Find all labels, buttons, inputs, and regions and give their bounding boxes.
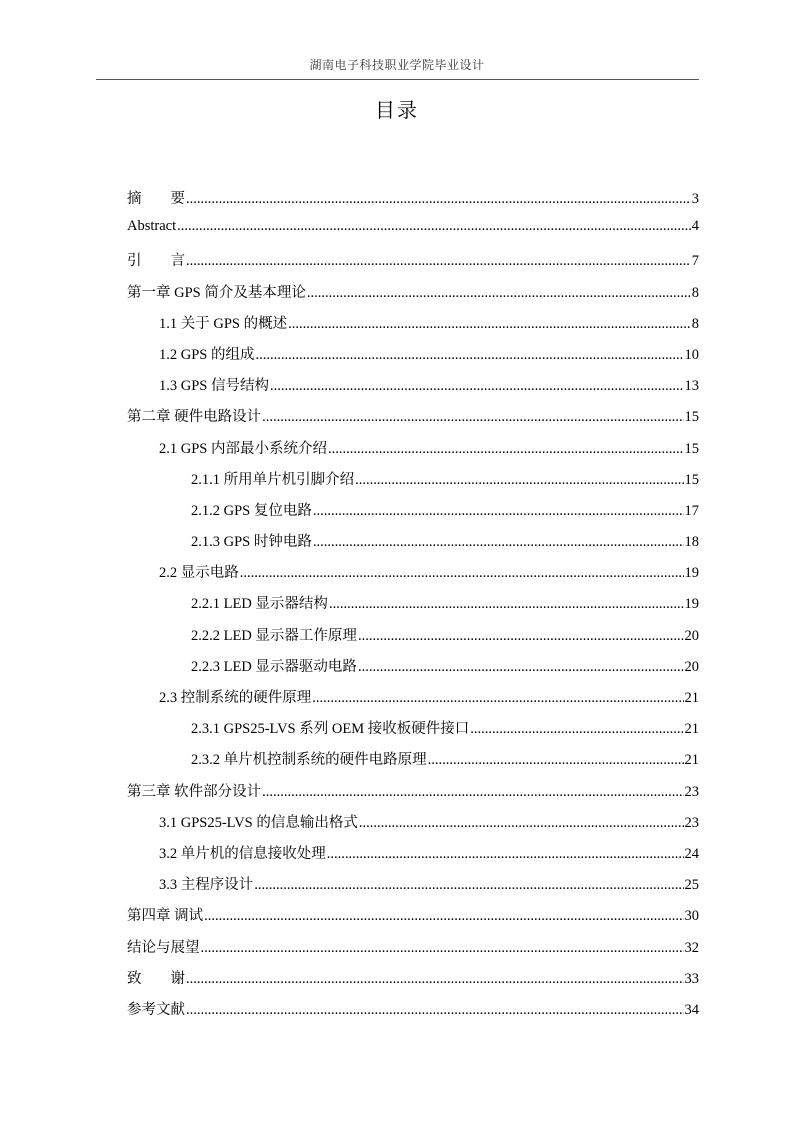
toc-entry-label: 第二章 硬件电路设计	[127, 409, 262, 426]
toc-entry[interactable]	[127, 717, 699, 748]
toc-entry-label: 2.2.1 LED 显示器结构	[191, 596, 328, 613]
toc-entry[interactable]	[127, 904, 699, 935]
toc-page-number: 34	[684, 1001, 699, 1018]
toc-entry[interactable]	[127, 998, 699, 1029]
toc-entry-label: 2.1.2 GPS 复位电路	[191, 502, 312, 519]
toc-leader-dots	[358, 628, 684, 645]
toc-entry-label: 2.2 显示电路	[159, 565, 239, 582]
toc-page-number: 30	[684, 908, 699, 925]
toc-entry[interactable]	[127, 842, 699, 873]
toc-page-number: 15	[684, 409, 699, 426]
toc-entry-label: 致 谢	[127, 970, 185, 987]
toc-entry[interactable]	[127, 218, 699, 249]
toc-page-number: 23	[684, 783, 699, 800]
toc-entry-label: 3.2 单片机的信息接收处理	[159, 845, 326, 862]
toc-leader-dots	[307, 285, 691, 302]
toc-entry-label: 2.1 GPS 内部最小系统介绍	[159, 440, 327, 457]
toc-entry[interactable]	[127, 936, 699, 967]
toc-page-number: 3	[691, 191, 699, 207]
toc-leader-dots	[186, 1002, 684, 1019]
toc-page-number: 24	[684, 845, 699, 862]
toc-leader-dots	[355, 472, 683, 489]
toc-page-number: 13	[684, 378, 699, 395]
toc-entry[interactable]	[127, 499, 699, 530]
toc-leader-dots	[270, 378, 684, 395]
toc-entry-label: 1.3 GPS 信号结构	[159, 378, 269, 395]
toc-leader-dots	[255, 347, 683, 364]
page-header: 湖南电子科技职业学院毕业设计	[309, 58, 485, 72]
toc-leader-dots	[186, 253, 691, 270]
toc-page-number: 19	[684, 596, 699, 613]
toc-entry[interactable]	[127, 686, 699, 717]
toc-entry[interactable]	[127, 374, 699, 405]
toc-entry[interactable]	[127, 187, 699, 218]
toc-page-number: 20	[684, 658, 699, 675]
toc-page-number: 20	[684, 627, 699, 644]
toc-leader-dots	[204, 908, 683, 925]
toc-leader-dots	[313, 534, 684, 551]
toc-entry[interactable]	[127, 343, 699, 374]
toc-page-number: 32	[684, 939, 699, 956]
toc-entry-label: 第三章 软件部分设计	[127, 783, 262, 800]
toc-entry-label: 参考文献	[127, 1001, 185, 1018]
toc-entry-label: 1.1 关于 GPS 的概述	[159, 315, 288, 332]
toc-entry[interactable]	[127, 748, 699, 779]
toc-entry[interactable]	[127, 967, 699, 998]
toc-entry-label: 第四章 调试	[127, 908, 204, 925]
toc-entry[interactable]	[127, 655, 699, 686]
toc-entry-label: 结论与展望	[127, 939, 200, 956]
toc-entry-label: 2.2.2 LED 显示器工作原理	[191, 627, 357, 644]
toc-leader-dots	[254, 877, 683, 894]
toc-leader-dots	[428, 752, 684, 769]
toc-entry[interactable]	[127, 873, 699, 904]
toc-page-number: 33	[684, 970, 699, 987]
toc-entry-label: 摘 要	[127, 191, 185, 207]
toc-leader-dots	[288, 316, 691, 333]
toc-leader-dots	[359, 815, 684, 832]
toc-leader-dots	[186, 191, 691, 208]
toc-leader-dots	[358, 659, 684, 676]
toc-leader-dots	[201, 940, 684, 957]
toc-entry-label: 引 言	[127, 253, 185, 270]
toc-page-number: 4	[691, 218, 699, 235]
toc-page-number: 25	[684, 877, 699, 894]
toc-page-number: 19	[684, 565, 699, 582]
toc-entry-label: 3.1 GPS25-LVS 的信息输出格式	[159, 814, 358, 831]
toc-entry[interactable]	[127, 312, 699, 343]
toc-page-number: 21	[684, 721, 699, 738]
toc-leader-dots	[312, 690, 683, 707]
toc-entry[interactable]	[127, 561, 699, 592]
toc-entry[interactable]	[127, 530, 699, 561]
toc-entry-label: 3.3 主程序设计	[159, 877, 254, 894]
toc-entry-label: 2.3.1 GPS25-LVS 系列 OEM 接收板硬件接口	[191, 721, 470, 738]
toc-entry[interactable]	[127, 281, 699, 312]
toc-title: 目录	[375, 98, 419, 122]
toc-entry-label: 2.2.3 LED 显示器驱动电路	[191, 658, 357, 675]
toc-leader-dots	[313, 503, 684, 520]
toc-page-number: 18	[684, 534, 699, 551]
toc-entry[interactable]	[127, 780, 699, 811]
toc-leader-dots	[470, 721, 683, 738]
toc-entry[interactable]	[127, 624, 699, 655]
toc-entry-label: 2.3 控制系统的硬件原理	[159, 690, 312, 706]
toc-page-number: 7	[691, 253, 699, 270]
toc-entry[interactable]	[127, 249, 699, 280]
toc-entry[interactable]	[127, 468, 699, 499]
toc-entry-label: 2.1.3 GPS 时钟电路	[191, 534, 312, 551]
toc-leader-dots	[177, 218, 691, 235]
toc-page-number: 17	[684, 502, 699, 519]
toc-page-number: 15	[684, 440, 699, 457]
table-of-contents	[127, 187, 699, 1029]
toc-entry[interactable]	[127, 437, 699, 468]
toc-leader-dots	[240, 565, 684, 582]
toc-leader-dots	[262, 409, 683, 426]
toc-page-number: 21	[684, 690, 699, 706]
toc-entry-label: 2.3.2 单片机控制系统的硬件电路原理	[191, 752, 427, 769]
toc-leader-dots	[328, 441, 684, 458]
toc-page-number: 23	[684, 814, 699, 831]
toc-page-number: 21	[684, 752, 699, 769]
toc-entry-label: 1.2 GPS 的组成	[159, 346, 255, 363]
toc-entry-label: 2.1.1 所用单片机引脚介绍	[191, 471, 355, 488]
toc-page-number: 8	[691, 284, 699, 301]
toc-entry-label: 第一章 GPS 简介及基本理论	[127, 284, 306, 301]
toc-leader-dots	[262, 784, 683, 801]
header-divider	[96, 79, 699, 80]
toc-entry[interactable]	[127, 811, 699, 842]
toc-leader-dots	[186, 971, 684, 988]
toc-entry[interactable]	[127, 405, 699, 436]
toc-page-number: 15	[684, 471, 699, 488]
toc-leader-dots	[329, 596, 684, 613]
toc-page-number: 10	[684, 346, 699, 363]
toc-leader-dots	[327, 846, 684, 863]
toc-entry[interactable]	[127, 592, 699, 623]
toc-entry-label: Abstract	[127, 218, 177, 235]
toc-page-number: 8	[691, 315, 699, 332]
